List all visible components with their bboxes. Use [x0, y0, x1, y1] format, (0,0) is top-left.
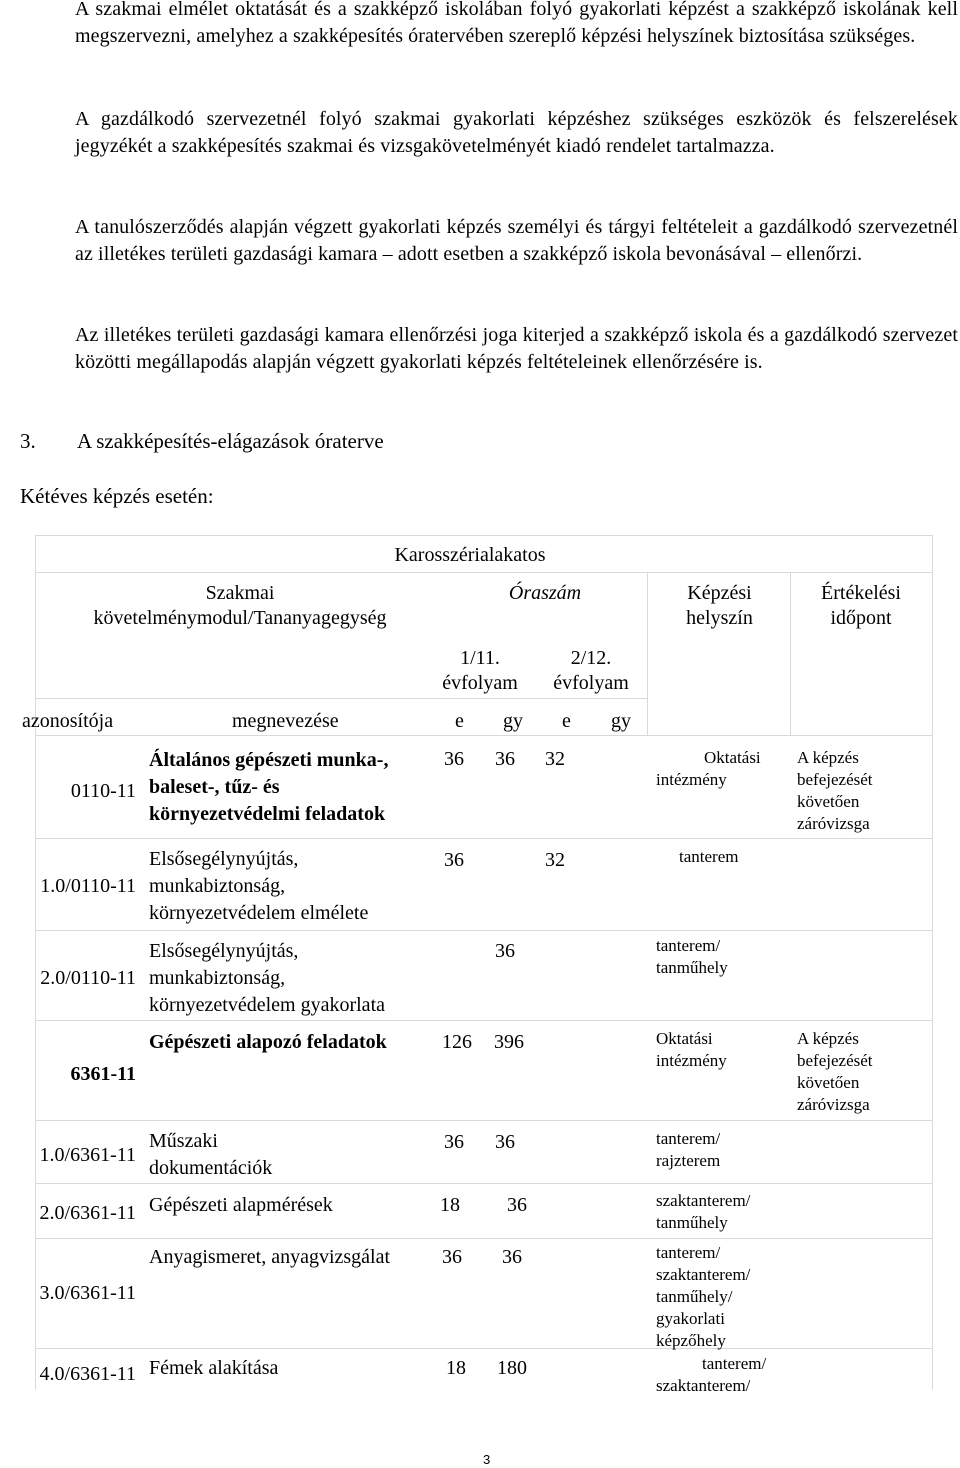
- section-number: 3.: [20, 429, 36, 453]
- row-name: Elsősegélynyújtás, munkabiztonság, környezetvédelem gyakorlata: [149, 940, 385, 1016]
- row-gy1: 396: [494, 1031, 524, 1053]
- subheading: Kétéves képzés esetén:: [20, 484, 214, 508]
- row-id: 0110-11: [70, 780, 136, 802]
- paragraph-3: A tanulószerződés alapján végzett gyakorlati képzés személyi és tárgyi feltételeit a gazdálkodó szervezetnél az illetékes területi gazdasági kamara – adott esetben a szakképző iskola bevonásával – ellenőrzi.: [75, 216, 958, 265]
- header-year-2: 2/12. évfolyam: [553, 647, 629, 694]
- row-location: Oktatási intézmény: [656, 748, 761, 789]
- row-location: szaktanterem/ tanműhely: [656, 1191, 751, 1232]
- row-gy1: 36: [495, 940, 515, 962]
- section-title: A szakképesítés-elágazások óraterve: [77, 429, 384, 453]
- row-gy1: 36: [495, 748, 515, 770]
- row-name: Fémek alakítása: [149, 1357, 279, 1379]
- row-evaluation: A képzés befejezését követően záróvizsga: [797, 748, 873, 833]
- row-location: tanterem: [679, 847, 739, 866]
- header-hours: Óraszám: [508, 582, 582, 604]
- header-gy-1: gy: [503, 710, 523, 732]
- row-id: 1.0/6361-11: [39, 1144, 136, 1166]
- header-evaluation: Értékelési időpont: [821, 582, 901, 629]
- row-e1: 36: [444, 849, 464, 871]
- row-location: tanterem/ szaktanterem/: [656, 1354, 767, 1395]
- row-id: 4.0/6361-11: [39, 1363, 136, 1385]
- row-id: 2.0/6361-11: [39, 1202, 136, 1224]
- row-id: 3.0/6361-11: [39, 1282, 136, 1304]
- row-location: Oktatási intézmény: [656, 1029, 727, 1070]
- row-e1: 126: [442, 1031, 472, 1053]
- row-gy1: 36: [495, 1131, 515, 1153]
- row-gy1: 180: [497, 1357, 527, 1379]
- header-name: megnevezése: [232, 710, 339, 732]
- row-id: 2.0/0110-11: [40, 967, 136, 989]
- header-gy-2: gy: [611, 710, 631, 732]
- row-name: Elsősegélynyújtás, munkabiztonság, környezetvédelem elmélete: [149, 848, 369, 924]
- row-e1: 36: [444, 748, 464, 770]
- row-e2: 32: [545, 849, 565, 871]
- header-module: Szakmai követelménymodul/Tananyagegység: [93, 582, 387, 629]
- row-name: Műszaki dokumentációk: [149, 1130, 273, 1179]
- header-e-2: e: [562, 710, 571, 732]
- row-id: 1.0/0110-11: [40, 875, 136, 897]
- paragraph-2: A gazdálkodó szervezetnél folyó szakmai gyakorlati képzéshez szükséges eszközök és felszerelések jegyzékét a szakképesítés szakmai és vizsgakövetelményét kiadó rendelet tartalmazza.: [75, 108, 958, 157]
- header-e-1: e: [455, 710, 464, 732]
- row-e1: 18: [440, 1194, 460, 1216]
- paragraph-1: A szakmai elmélet oktatását és a szakképző iskolában folyó gyakorlati képzést a szakképző iskolának kell megszervezni, amelyhez a szakképesítés óratervében szereplő képzési helyszínek biztosítása szükséges.: [75, 0, 958, 47]
- row-e1: 36: [444, 1131, 464, 1153]
- row-e1: 36: [442, 1246, 462, 1268]
- table-title: Karosszérialakatos: [394, 544, 546, 566]
- paragraph-4: Az illetékes területi gazdasági kamara ellenőrzési joga kiterjed a szakképző iskola és a gazdálkodó szervezet közötti megállapodás alapján végzett gyakorlati képzés feltételeinek ellenőrzésére is.: [75, 324, 958, 373]
- row-name: Általános gépészeti munka-, baleset-, tűz- és környezetvédelmi feladatok: [149, 749, 389, 825]
- row-gy1: 36: [507, 1194, 527, 1216]
- row-id: 6361-11: [70, 1063, 136, 1085]
- row-location: tanterem/ rajzterem: [656, 1129, 721, 1170]
- row-name: Gépészeti alapmérések: [149, 1194, 333, 1216]
- row-e2: 32: [545, 748, 565, 770]
- header-year-1: 1/11. évfolyam: [442, 647, 518, 694]
- row-gy1: 36: [502, 1246, 522, 1268]
- row-name: Anyagismeret, anyagvizsgálat: [149, 1246, 391, 1268]
- row-name: Gépészeti alapozó feladatok: [149, 1031, 387, 1053]
- header-id: azonosítója: [22, 710, 114, 732]
- header-location: Képzési helyszín: [686, 582, 753, 629]
- row-evaluation: A képzés befejezését követően záróvizsga: [797, 1029, 873, 1114]
- page-number: 3: [483, 1452, 491, 1467]
- row-location: tanterem/ tanműhely: [656, 936, 728, 977]
- row-e1: 18: [446, 1357, 466, 1379]
- row-location: tanterem/ szaktanterem/ tanműhely/ gyakorlati képzőhely: [656, 1243, 751, 1350]
